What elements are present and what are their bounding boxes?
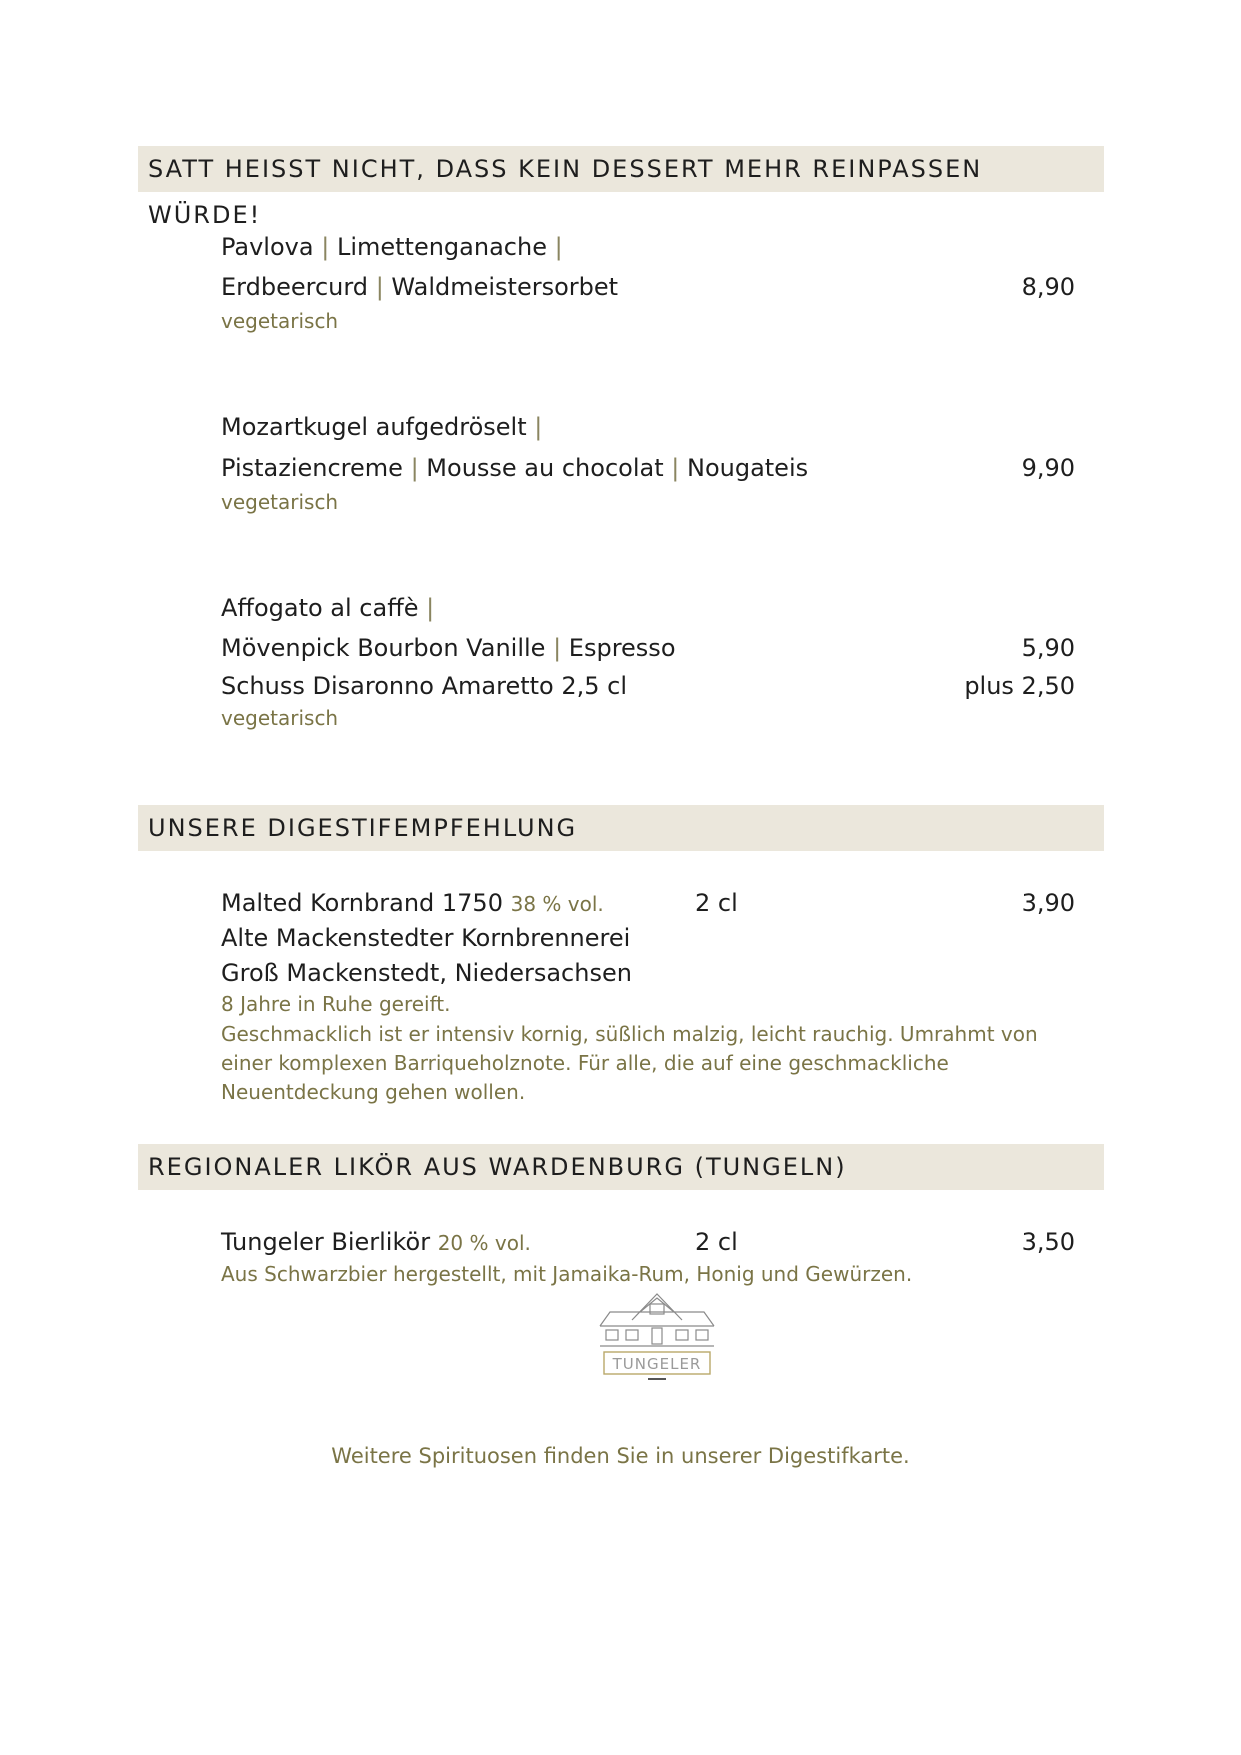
separator: | xyxy=(671,454,680,482)
digestif-producer: Alte Mackenstedter Kornbrennerei xyxy=(221,924,631,952)
dessert-2-tag: vegetarisch xyxy=(221,490,339,514)
digestif-description-line: Geschmacklich ist er intensiv kornig, süßlich malzig, leicht rauchig. Umrahmt von xyxy=(221,1022,1038,1046)
tungeler-logo-text: TUNGELER xyxy=(612,1355,702,1373)
liqueur-quantity: 2 cl xyxy=(695,1228,738,1256)
dessert-2-component: Mousse au chocolat xyxy=(426,454,664,482)
tungeler-logo xyxy=(596,1290,718,1382)
dessert-2-price: 9,90 xyxy=(1021,454,1075,482)
dessert-2-name: Mozartkugel aufgedröselt xyxy=(221,413,527,441)
dessert-1-line2 xyxy=(221,272,618,302)
separator: | xyxy=(410,454,419,482)
dessert-2-component: Nougateis xyxy=(686,454,809,482)
section-heading-digestif: UNSERE DIGESTIFEMPFEHLUNG xyxy=(138,805,1104,851)
footer-note: Weitere Spirituosen finden Sie in unserer Digestifkarte. xyxy=(331,1444,910,1468)
dessert-3-tag: vegetarisch xyxy=(221,706,339,730)
dessert-3-name: Affogato al caffè xyxy=(221,594,419,622)
dessert-3-component: Espresso xyxy=(568,634,676,662)
dessert-3-addon: Schuss Disaronno Amaretto 2,5 cl xyxy=(221,672,628,700)
dessert-1-line1 xyxy=(221,232,563,262)
dessert-1-name: Pavlova xyxy=(221,233,314,261)
separator: | xyxy=(321,233,330,261)
section-heading-liqueur: REGIONALER LIKÖR AUS WARDENBURG (TUNGELN) xyxy=(138,1144,1104,1190)
digestif-price: 3,90 xyxy=(1021,889,1075,917)
dessert-1-price: 8,90 xyxy=(1021,273,1075,301)
dessert-3-line2 xyxy=(221,633,676,663)
liqueur-name: Tungeler Bierlikör xyxy=(221,1228,431,1256)
digestif-aging-note: 8 Jahre in Ruhe gereift. xyxy=(221,992,451,1016)
digestif-description-line: einer komplexen Barriqueholznote. Für alle, die auf eine geschmackliche xyxy=(221,1051,949,1075)
separator: | xyxy=(426,594,435,622)
liqueur-price: 3,50 xyxy=(1021,1228,1075,1256)
dessert-2-line2 xyxy=(221,453,808,483)
dessert-1-component: Waldmeistersorbet xyxy=(391,273,619,301)
liqueur-description: Aus Schwarzbier hergestellt, mit Jamaika-Rum, Honig und Gewürzen. xyxy=(221,1262,913,1286)
digestif-location: Groß Mackenstedt, Niedersachsen xyxy=(221,959,632,987)
dessert-3-line1 xyxy=(221,593,434,623)
digestif-description-line: Neuentdeckung gehen wollen. xyxy=(221,1080,526,1104)
section-heading-desserts: SATT HEISST NICHT, DASS KEIN DESSERT MEHR REINPASSEN WÜRDE! xyxy=(138,146,1104,192)
liqueur-abv: 20 % vol. xyxy=(437,1231,531,1255)
dessert-1-component: Limettenganache xyxy=(336,233,547,261)
digestif-abv: 38 % vol. xyxy=(510,892,604,916)
separator: | xyxy=(553,634,562,662)
digestif-name: Malted Kornbrand 1750 xyxy=(221,889,503,917)
dessert-1-tag: vegetarisch xyxy=(221,309,339,333)
dessert-3-price: 5,90 xyxy=(1021,634,1075,662)
dessert-1-component: Erdbeercurd xyxy=(221,273,369,301)
dessert-3-component: Mövenpick Bourbon Vanille xyxy=(221,634,546,662)
separator: | xyxy=(554,233,563,261)
dessert-3-addon-price: plus 2,50 xyxy=(964,672,1075,700)
digestif-quantity: 2 cl xyxy=(695,889,738,917)
separator: | xyxy=(375,273,384,301)
dessert-2-line1 xyxy=(221,412,542,442)
liqueur-title xyxy=(221,1227,531,1258)
separator: | xyxy=(534,413,543,441)
digestif-title xyxy=(221,888,604,919)
dessert-2-component: Pistaziencreme xyxy=(221,454,403,482)
